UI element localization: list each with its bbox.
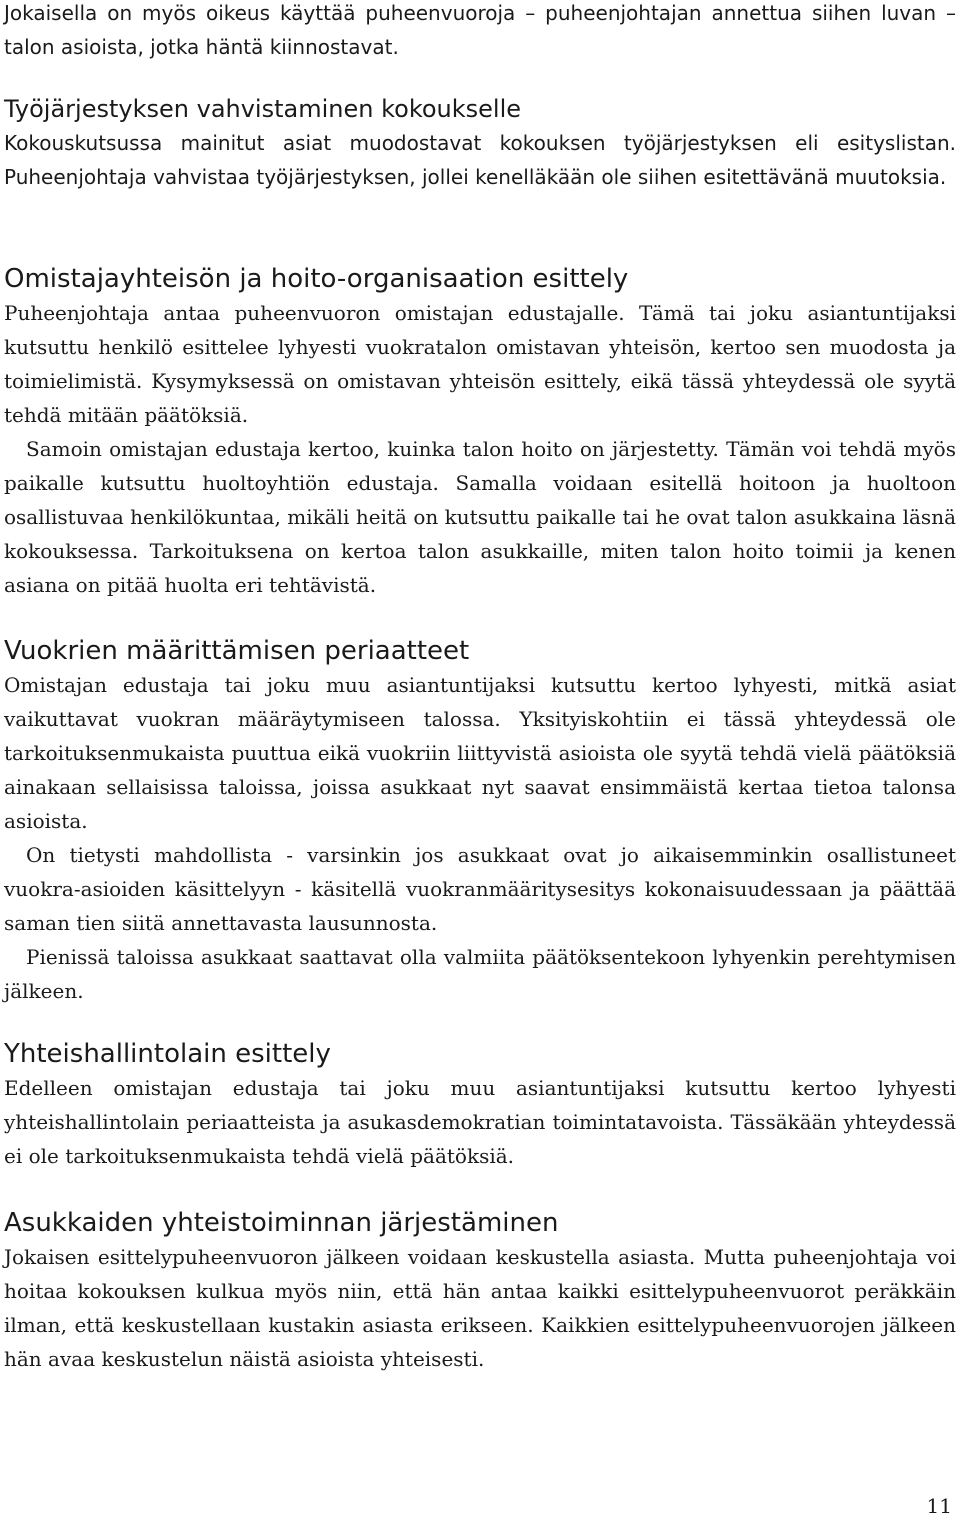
intro-block [4,0,956,64]
section-vuokrat [4,634,956,1008]
section-paragraph: Kokouskutsussa mainitut asiat muodostavat kokouksen työjärjestyksen eli esityslistan. Puheenjohtaja vahvistaa työjärjestyksen, jollei kenelläkään ole siihen esitettävänä muutoksia. [4,131,956,189]
section-heading: Yhteishallintolain esittely [4,1039,331,1069]
section-yhteishallintolaki [4,1037,956,1173]
section-paragraph: On tietysti mahdollista - varsinkin jos asukkaat ovat jo aikaisemminkin osallistuneet vuokra-asioiden käsittelyyn - käsitellä vuokranmääritysesitys kokonaisuudessaan ja päättää saman tien siitä annettavasta lausunnosta. [4,843,956,935]
section-tyojarjestys [4,92,956,194]
page-number: 11 [926,1494,952,1518]
section-yhteistoiminta [4,1206,956,1376]
section-omistajayhteiso [4,262,956,602]
section-paragraph: Puheenjohtaja antaa puheenvuoron omistajan edustajalle. Tämä tai joku asiantuntijaksi kutsuttu henkilö esittelee lyhyesti vuokratalon omistavan yhteisön, kertoo sen muodosta ja toimielimistä. Kysymyksessä on omistavan yhteisön esittely, eikä tässä yhteydessä ole syytä tehdä mitään päätöksiä. [4,301,956,427]
section-paragraph: Jokaisen esittelypuheenvuoron jälkeen voidaan keskustella asiasta. Mutta puheenjohtaja voi hoitaa kokouksen kulkua myös niin, että hän antaa kaikki esittelypuheenvuorot peräkkäin ilman, että keskustellaan kustakin asiasta erikseen. Kaikkien esittelypuheenvuorojen jälkeen hän avaa keskustelun näistä asioista yhteisesti. [4,1245,956,1371]
section-heading: Työjärjestyksen vahvistaminen kokoukselle [4,95,522,123]
section-paragraph: Pienissä taloissa asukkaat saattavat olla valmiita päätöksentekoon lyhyenkin perehtymisen jälkeen. [4,945,956,1003]
section-heading: Vuokrien määrittämisen periaatteet [4,636,470,666]
section-heading: Omistajayhteisön ja hoito-organisaation esittely [4,264,629,294]
section-paragraph: Samoin omistajan edustaja kertoo, kuinka talon hoito on järjestetty. Tämän voi tehdä myös paikalle kutsuttu huoltoyhtiön edustaja. Samalla voidaan esitellä hoitoon ja huoltoon osallistuvaa henkilökuntaa, mikäli heitä on kutsuttu paikalle tai he ovat talon asukkaina läsnä kokouksessa. Tarkoituksena on kertoa talon asukkaille, miten talon hoito toimii ja kenen asiana on pitää huolta eri tehtävistä. [4,437,956,597]
section-paragraph: Edelleen omistajan edustaja tai joku muu asiantuntijaksi kutsuttu kertoo lyhyesti yhteishallintolain periaatteista ja asukasdemokratian toimintatavoista. Tässäkään yhteydessä ei ole tarkoituksenmukaista tehdä vielä päätöksiä. [4,1076,956,1168]
section-heading: Asukkaiden yhteistoiminnan järjestäminen [4,1208,559,1238]
section-paragraph: Omistajan edustaja tai joku muu asiantuntijaksi kutsuttu kertoo lyhyesti, mitkä asiat vaikuttavat vuokran määräytymiseen talossa. Yksityiskohtiin ei tässä yhteydessä ole tarkoituksenmukaista puuttua eikä vuokriin liittyvistä asioista ole syytä tehdä vielä päätöksiä ainakaan sellaisissa taloissa, joissa asukkaat nyt saavat ensimmäistä kertaa tietoa talonsa asioista. [4,673,956,833]
intro-paragraph: Jokaisella on myös oikeus käyttää puheenvuoroja – puheenjohtajan annettua siihen luvan – talon asioista, jotka häntä kiinnostavat. [4,1,956,59]
